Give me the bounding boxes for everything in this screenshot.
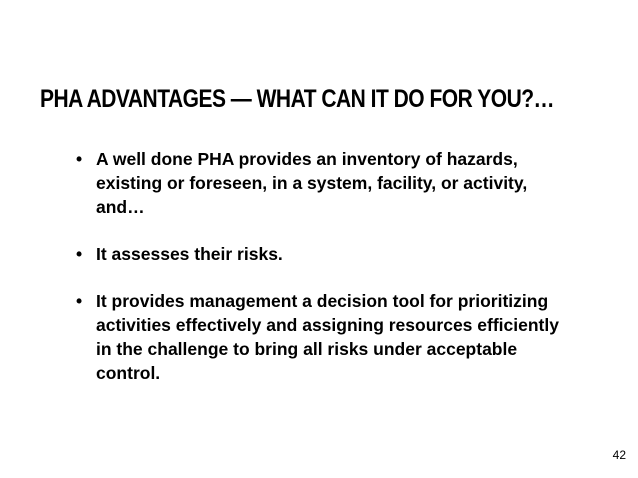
bullet-text: A well done PHA provides an inventory of hazards, existing or foreseen, in a system, facility, or activity, and… bbox=[96, 149, 528, 217]
page-number: 42 bbox=[612, 448, 626, 462]
slide-title: PHA ADVANTAGES — WHAT CAN IT DO FOR YOU?… bbox=[40, 85, 555, 113]
bullet-item bbox=[76, 242, 576, 266]
bullet-icon: • bbox=[76, 291, 83, 311]
bullet-list bbox=[76, 147, 576, 408]
bullet-text: It assesses their risks. bbox=[96, 244, 283, 264]
bullet-text: It provides management a decision tool for prioritizing activities effectively and assigning resources efficiently in the challenge to bring all risks under acceptable control. bbox=[96, 291, 559, 383]
bullet-item bbox=[76, 147, 576, 219]
bullet-item bbox=[76, 289, 576, 385]
bullet-icon: • bbox=[76, 149, 83, 169]
bullet-icon: • bbox=[76, 244, 83, 264]
